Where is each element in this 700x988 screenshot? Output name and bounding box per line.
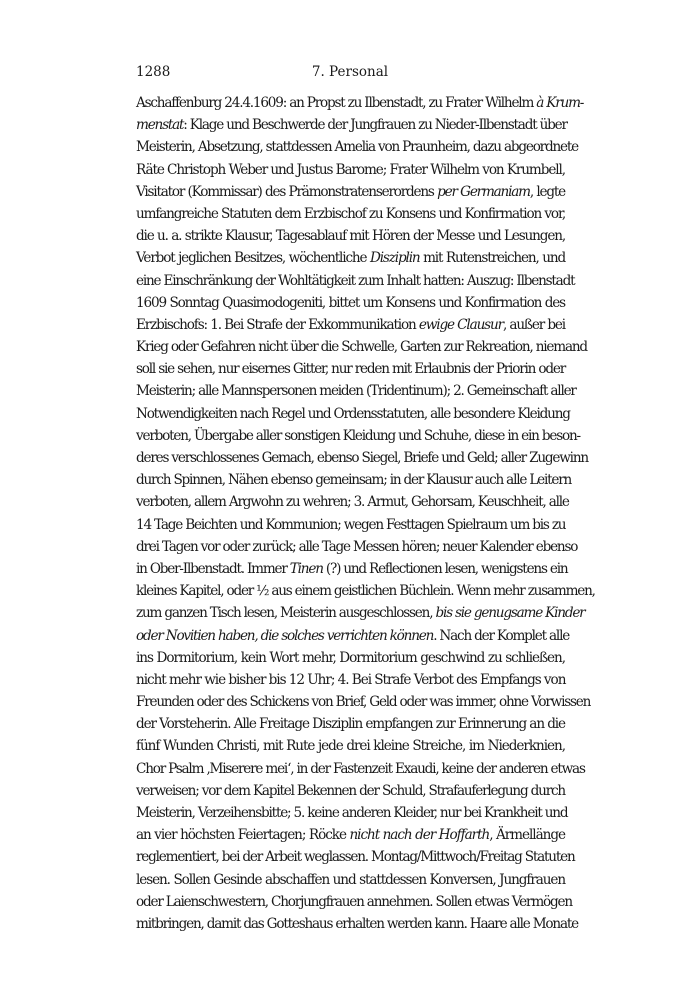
text-line [136, 358, 565, 380]
text-segment: die u. a. strikte Klausur, Tagesablauf mit Hören der Messe und Lesungen, [136, 228, 565, 245]
text-segment: Krieg oder Gefahren nicht über die Schwelle, Garten zur Rekreation, niemand [136, 339, 587, 356]
text-segment: , Ärmellänge [489, 827, 565, 844]
text-segment: Notwendigkeiten nach Regel und Ordensstatuten, alle besondere Kleidung [136, 405, 570, 422]
text-segment: nicht mehr wie bisher bis 12 Uhr; 4. Bei Strafe Verbot des Empfangs von [136, 671, 566, 688]
text-line [136, 824, 565, 846]
text-line [136, 247, 565, 269]
italic-text-segment: oder Novitien haben, die solches verrichten können [136, 627, 434, 644]
text-line [136, 558, 568, 580]
text-segment: reglementiert, bei der Arbeit weglassen. Montag/Mittwoch/Freitag Statuten [136, 849, 575, 866]
text-segment: Erzbischofs: 1. Bei Strafe der Exkommunikation [136, 316, 419, 333]
text-line [136, 181, 565, 203]
text-line [136, 846, 575, 868]
text-segment: kleines Kapitel, oder ½ aus einem geistlichen Büchlein. Wenn mehr zusammen, [136, 583, 595, 600]
text-line [136, 580, 595, 602]
text-segment: verboten, allem Argwohn zu wehren; 3. Armut, Gehorsam, Keuschheit, alle [136, 494, 569, 511]
text-line [136, 336, 587, 358]
text-line [136, 225, 565, 247]
text-segment: lesen. Sollen Gesinde abschaffen und stattdessen Konversen, Jungfrauen [136, 871, 565, 888]
italic-text-segment: Disziplin [369, 250, 420, 267]
text-segment: soll sie sehen, nur eisernes Gitter, nur reden mit Erlaubnis der Priorin oder [136, 361, 565, 378]
italic-text-segment: à Krum- [536, 95, 584, 111]
running-head: 7. Personal [311, 64, 389, 80]
italic-text-segment: ewige Clausur [418, 316, 503, 333]
page-header [136, 62, 564, 82]
text-line [136, 735, 565, 757]
text-line [136, 647, 565, 669]
text-line [136, 625, 570, 647]
text-line [136, 403, 570, 425]
text-line [136, 713, 565, 735]
text-line [136, 136, 578, 158]
text-segment: , außer bei [502, 316, 565, 333]
text-segment: zum ganzen Tisch lesen, Meisterin ausgeschlossen, [136, 605, 436, 622]
text-segment: ins Dormitorium, kein Wort mehr, Dormitorium geschwind zu schließen, [136, 649, 565, 666]
text-line [136, 314, 565, 336]
text-segment: deres verschlossenes Gemach, ebenso Siegel, Briefe und Geld; aller Zugewinn [136, 450, 588, 466]
italic-text-segment: Tinen [289, 560, 323, 577]
italic-text-segment: per Germaniam [437, 183, 530, 200]
italic-text-segment: menstat [136, 117, 184, 134]
text-line [136, 159, 565, 181]
text-line [136, 203, 565, 225]
text-segment: durch Spinnen, Nähen ebenso gemeinsam; in der Klausur auch alle Leitern [136, 472, 572, 489]
text-line [136, 691, 591, 713]
text-segment: , legte [529, 183, 565, 200]
text-line [136, 913, 578, 935]
text-line [136, 491, 569, 513]
text-line [136, 891, 572, 913]
text-line [136, 514, 565, 536]
italic-text-segment: nicht nach der Hoffarth [349, 827, 490, 844]
text-segment: (?) und Reflectionen lesen, wenigstens ein [322, 560, 568, 577]
text-segment: Visitator (Kommissar) des Prämonstratenserordens [136, 183, 438, 200]
text-segment: Räte Christoph Weber und Justus Barome; Frater Wilhelm von Krumbell, [136, 161, 565, 178]
text-line [136, 669, 565, 691]
text-segment: Aschaffenburg 24.4.1609: an Propst zu Ilbenstadt, zu Frater Wilhelm [136, 95, 537, 111]
text-segment: mitbringen, damit das Gotteshaus erhalten werden kann. Haare alle Monate [136, 915, 578, 932]
text-segment: : Klage und Beschwerde der Jungfrauen zu Nieder-Ilbenstadt über [183, 117, 567, 134]
text-line [136, 92, 584, 114]
text-line [136, 758, 585, 780]
text-segment: an vier höchsten Feiertagen; Röcke [136, 827, 350, 844]
text-segment: Meisterin, Absetzung, stattdessen Amelia von Praunheim, dazu abgeordnete [136, 139, 578, 156]
text-line [136, 114, 565, 136]
text-line [136, 869, 565, 891]
page-number: 1288 [136, 64, 171, 80]
text-segment: verweisen; vor dem Kapitel Bekennen der Schuld, Strafauferlegung durch [136, 782, 565, 799]
text-segment: Freunden oder des Schickens von Brief, Geld oder was immer, ohne Vorwissen [136, 694, 591, 711]
text-segment: Meisterin; alle Mannspersonen meiden (Tridentinum); 2. Gemeinschaft aller [136, 383, 576, 400]
text-line [136, 270, 575, 292]
text-segment: umfangreiche Statuten dem Erzbischof zu Konsens und Konfirmation vor, [136, 205, 565, 222]
text-segment: 1609 Sonntag Quasimodogeniti, bittet um Konsens und Konfirmation des [136, 294, 565, 311]
text-segment: der Vorsteherin. Alle Freitage Disziplin empfangen zur Erinnerung an die [136, 716, 565, 733]
text-line [136, 780, 565, 802]
text-segment: Meisterin, Verzeihensbitte; 5. keine anderen Kleider, nur bei Krankheit und [136, 805, 568, 821]
text-line [136, 802, 568, 824]
text-segment: mit Rutenstreichen, und [419, 250, 565, 267]
text-line [136, 292, 565, 314]
italic-text-segment: bis sie genugsame Kinder [435, 605, 585, 622]
text-line [136, 602, 585, 624]
text-segment: oder Laienschwestern, Chorjungfrauen annehmen. Sollen etwas Vermögen [136, 893, 572, 910]
text-line [136, 380, 576, 402]
text-line [136, 469, 572, 491]
text-segment: Verbot jeglichen Besitzes, wöchentliche [136, 250, 370, 267]
text-line [136, 447, 588, 469]
body-text [136, 92, 595, 935]
text-segment: in Ober-Ilbenstadt. Immer [136, 560, 290, 577]
text-segment: 14 Tage Beichten und Kommunion; wegen Festtagen Spielraum um bis zu [136, 516, 566, 533]
text-segment: fünf Wunden Christi, mit Rute jede drei kleine Streiche, im Niederknien, [136, 738, 565, 755]
text-segment: Chor Psalm ‚Miserere mei‘, in der Fastenzeit Exaudi, keine der anderen etwas [136, 760, 585, 777]
text-segment: drei Tagen vor oder zurück; alle Tage Messen hören; neuer Kalender ebenso [136, 538, 578, 555]
text-segment: eine Einschränkung der Wohltätigkeit zum Inhalt hatten: Auszug: Ilbenstadt [136, 272, 575, 289]
text-segment: . Nach der Komplet alle [433, 627, 570, 644]
text-line [136, 425, 580, 447]
text-segment: verboten, Übergabe aller sonstigen Kleidung und Schuhe, diese in ein beson- [136, 427, 580, 444]
text-line [136, 536, 578, 558]
